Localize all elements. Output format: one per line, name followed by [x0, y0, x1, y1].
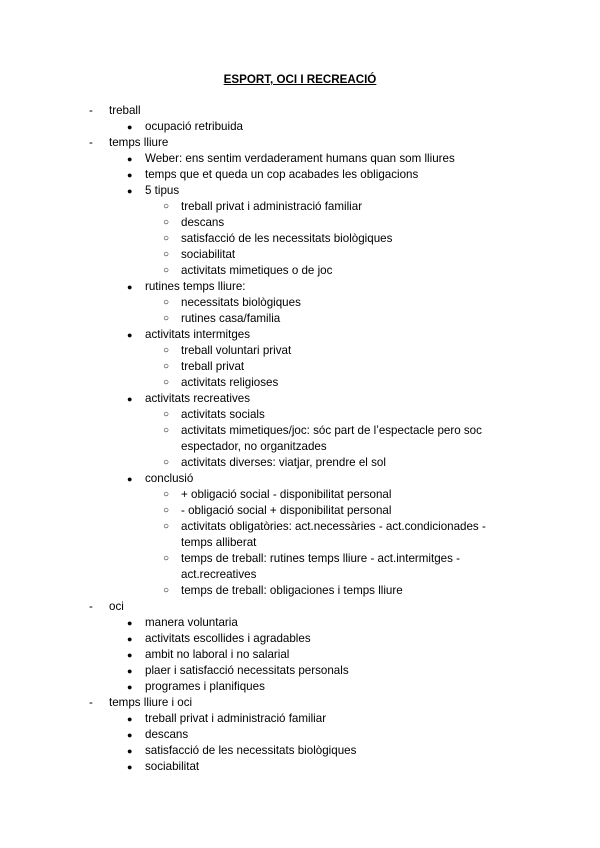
bullet-marker: ●: [127, 474, 133, 484]
list-item-text: treball: [109, 104, 141, 117]
bullet-marker: ●: [127, 154, 133, 164]
circle-marker: ○: [163, 585, 170, 596]
list-item-text: satisfacció de les necessitats biològiques: [181, 232, 393, 245]
list-item-text: programes i planifiques: [145, 680, 265, 693]
list-item-text: activitats socials: [181, 408, 265, 421]
circle-marker: ○: [163, 361, 170, 372]
bullet-marker: ●: [127, 330, 133, 340]
page-title: ESPORT, OCI I RECREACIÓ: [223, 73, 377, 86]
list-item-text: descans: [181, 216, 225, 229]
list-item-level-1: [0, 695, 600, 711]
list-item-level-3: [0, 231, 600, 247]
list-item-level-3: [0, 215, 600, 231]
list-item-level-3: [0, 423, 600, 455]
list-item-level-3: [0, 295, 600, 311]
list-item-level-2: [0, 711, 600, 727]
bullet-marker: ●: [127, 762, 133, 772]
circle-marker: ○: [163, 377, 170, 388]
list-item-text: + obligació social - disponibilitat personal: [181, 488, 392, 501]
bullet-marker: ●: [127, 730, 133, 740]
list-item-text: manera voluntaria: [145, 616, 238, 629]
list-item-level-2: [0, 663, 600, 679]
circle-marker: ○: [163, 489, 170, 500]
list-item-level-2: [0, 279, 600, 295]
list-item-text: conclusió: [145, 472, 194, 485]
list-item-text: treball voluntari privat: [181, 344, 292, 357]
list-item-text: rutines casa/familia: [181, 312, 281, 325]
bullet-marker: ●: [127, 666, 133, 676]
list-item-text: temps de treball: obligaciones i temps lliure: [181, 584, 403, 597]
list-item-level-1: [0, 103, 600, 119]
circle-marker: ○: [163, 345, 170, 356]
bullet-marker: ●: [127, 650, 133, 660]
bullet-marker: ●: [127, 682, 133, 692]
list-item-level-2: [0, 647, 600, 663]
list-item-level-3: [0, 343, 600, 359]
list-item-text: rutines temps lliure:: [145, 280, 246, 293]
list-item-text: activitats diverses: viatjar, prendre el sol: [181, 456, 386, 469]
list-item-level-2: [0, 615, 600, 631]
list-item-level-2: [0, 183, 600, 199]
list-item-text: activitats recreatives: [145, 392, 251, 405]
list-item-text: plaer i satisfacció necessitats personals: [145, 664, 349, 677]
list-item-text: satisfacció de les necessitats biològiques: [145, 744, 357, 757]
bullet-marker: ●: [127, 186, 133, 196]
circle-marker: ○: [163, 505, 170, 516]
list-item-level-3: [0, 407, 600, 423]
list-item-text: descans: [145, 728, 189, 741]
list-item-text: - obligació social + disponibilitat personal: [181, 504, 392, 517]
circle-marker: ○: [163, 425, 170, 436]
list-item-text: sociabilitat: [145, 760, 200, 773]
list-item-text: temps de treball: rutines temps lliure - act.intermitges - act.recreatives: [181, 552, 460, 581]
list-item-level-3: [0, 311, 600, 327]
bullet-marker: ●: [127, 618, 133, 628]
list-item-level-3: [0, 519, 600, 551]
list-item-text: activitats escollides i agradables: [145, 632, 311, 645]
list-item-level-3: [0, 503, 600, 519]
list-item-text: necessitats biològiques: [181, 296, 301, 309]
list-item-level-3: [0, 551, 600, 583]
list-item-level-3: [0, 455, 600, 471]
list-item-text: oci: [109, 600, 124, 613]
list-item-text: sociabilitat: [181, 248, 236, 261]
list-item-level-2: [0, 391, 600, 407]
list-item-level-2: [0, 471, 600, 487]
circle-marker: ○: [163, 217, 170, 228]
list-item-text: Weber: ens sentim verdaderament humans quan som lliures: [145, 152, 455, 165]
dash-marker: -: [89, 136, 93, 149]
list-item-level-2: [0, 327, 600, 343]
list-item-level-1: [0, 135, 600, 151]
list-item-text: treball privat i administració familiar: [145, 712, 327, 725]
list-item-level-3: [0, 487, 600, 503]
circle-marker: ○: [163, 297, 170, 308]
list-item-level-3: [0, 583, 600, 599]
circle-marker: ○: [163, 265, 170, 276]
circle-marker: ○: [163, 553, 170, 564]
list-item-level-2: [0, 631, 600, 647]
list-item-text: temps lliure i oci: [109, 696, 193, 709]
list-item-level-2: [0, 727, 600, 743]
circle-marker: ○: [163, 521, 170, 532]
circle-marker: ○: [163, 201, 170, 212]
list-item-level-1: [0, 599, 600, 615]
list-item-level-3: [0, 375, 600, 391]
outline-list: [0, 103, 600, 775]
bullet-marker: ●: [127, 394, 133, 404]
list-item-level-2: [0, 151, 600, 167]
bullet-marker: ●: [127, 122, 133, 132]
list-item-text: treball privat: [181, 360, 245, 373]
list-item-level-2: [0, 759, 600, 775]
circle-marker: ○: [163, 457, 170, 468]
circle-marker: ○: [163, 233, 170, 244]
list-item-level-2: [0, 679, 600, 695]
list-item-text: ambit no laboral i no salarial: [145, 648, 290, 661]
list-item-level-3: [0, 263, 600, 279]
list-item-level-3: [0, 247, 600, 263]
bullet-marker: ●: [127, 634, 133, 644]
list-item-text: activitats mimetiques/joc: sóc part de l’espectacle pero soc espectador, no organitzades: [181, 424, 482, 453]
list-item-text: treball privat i administració familiar: [181, 200, 363, 213]
circle-marker: ○: [163, 249, 170, 260]
list-item-level-2: [0, 167, 600, 183]
list-item-text: activitats religioses: [181, 376, 279, 389]
circle-marker: ○: [163, 409, 170, 420]
list-item-text: 5 tipus: [145, 184, 180, 197]
list-item-text: activitats intermitges: [145, 328, 251, 341]
bullet-marker: ●: [127, 746, 133, 756]
list-item-text: activitats obligatòries: act.necessàries - act.condicionades - temps alliberat: [181, 520, 486, 549]
dash-marker: -: [89, 104, 93, 117]
list-item-level-2: [0, 119, 600, 135]
list-item-text: temps lliure: [109, 136, 169, 149]
list-item-text: activitats mimetiques o de joc: [181, 264, 333, 277]
bullet-marker: ●: [127, 714, 133, 724]
dash-marker: -: [89, 696, 93, 709]
list-item-level-3: [0, 199, 600, 215]
bullet-marker: ●: [127, 282, 133, 292]
list-item-level-2: [0, 743, 600, 759]
dash-marker: -: [89, 600, 93, 613]
list-item-text: temps que et queda un cop acabades les obligacions: [145, 168, 419, 181]
bullet-marker: ●: [127, 170, 133, 180]
list-item-level-3: [0, 359, 600, 375]
circle-marker: ○: [163, 313, 170, 324]
list-item-text: ocupació retribuida: [145, 120, 243, 133]
